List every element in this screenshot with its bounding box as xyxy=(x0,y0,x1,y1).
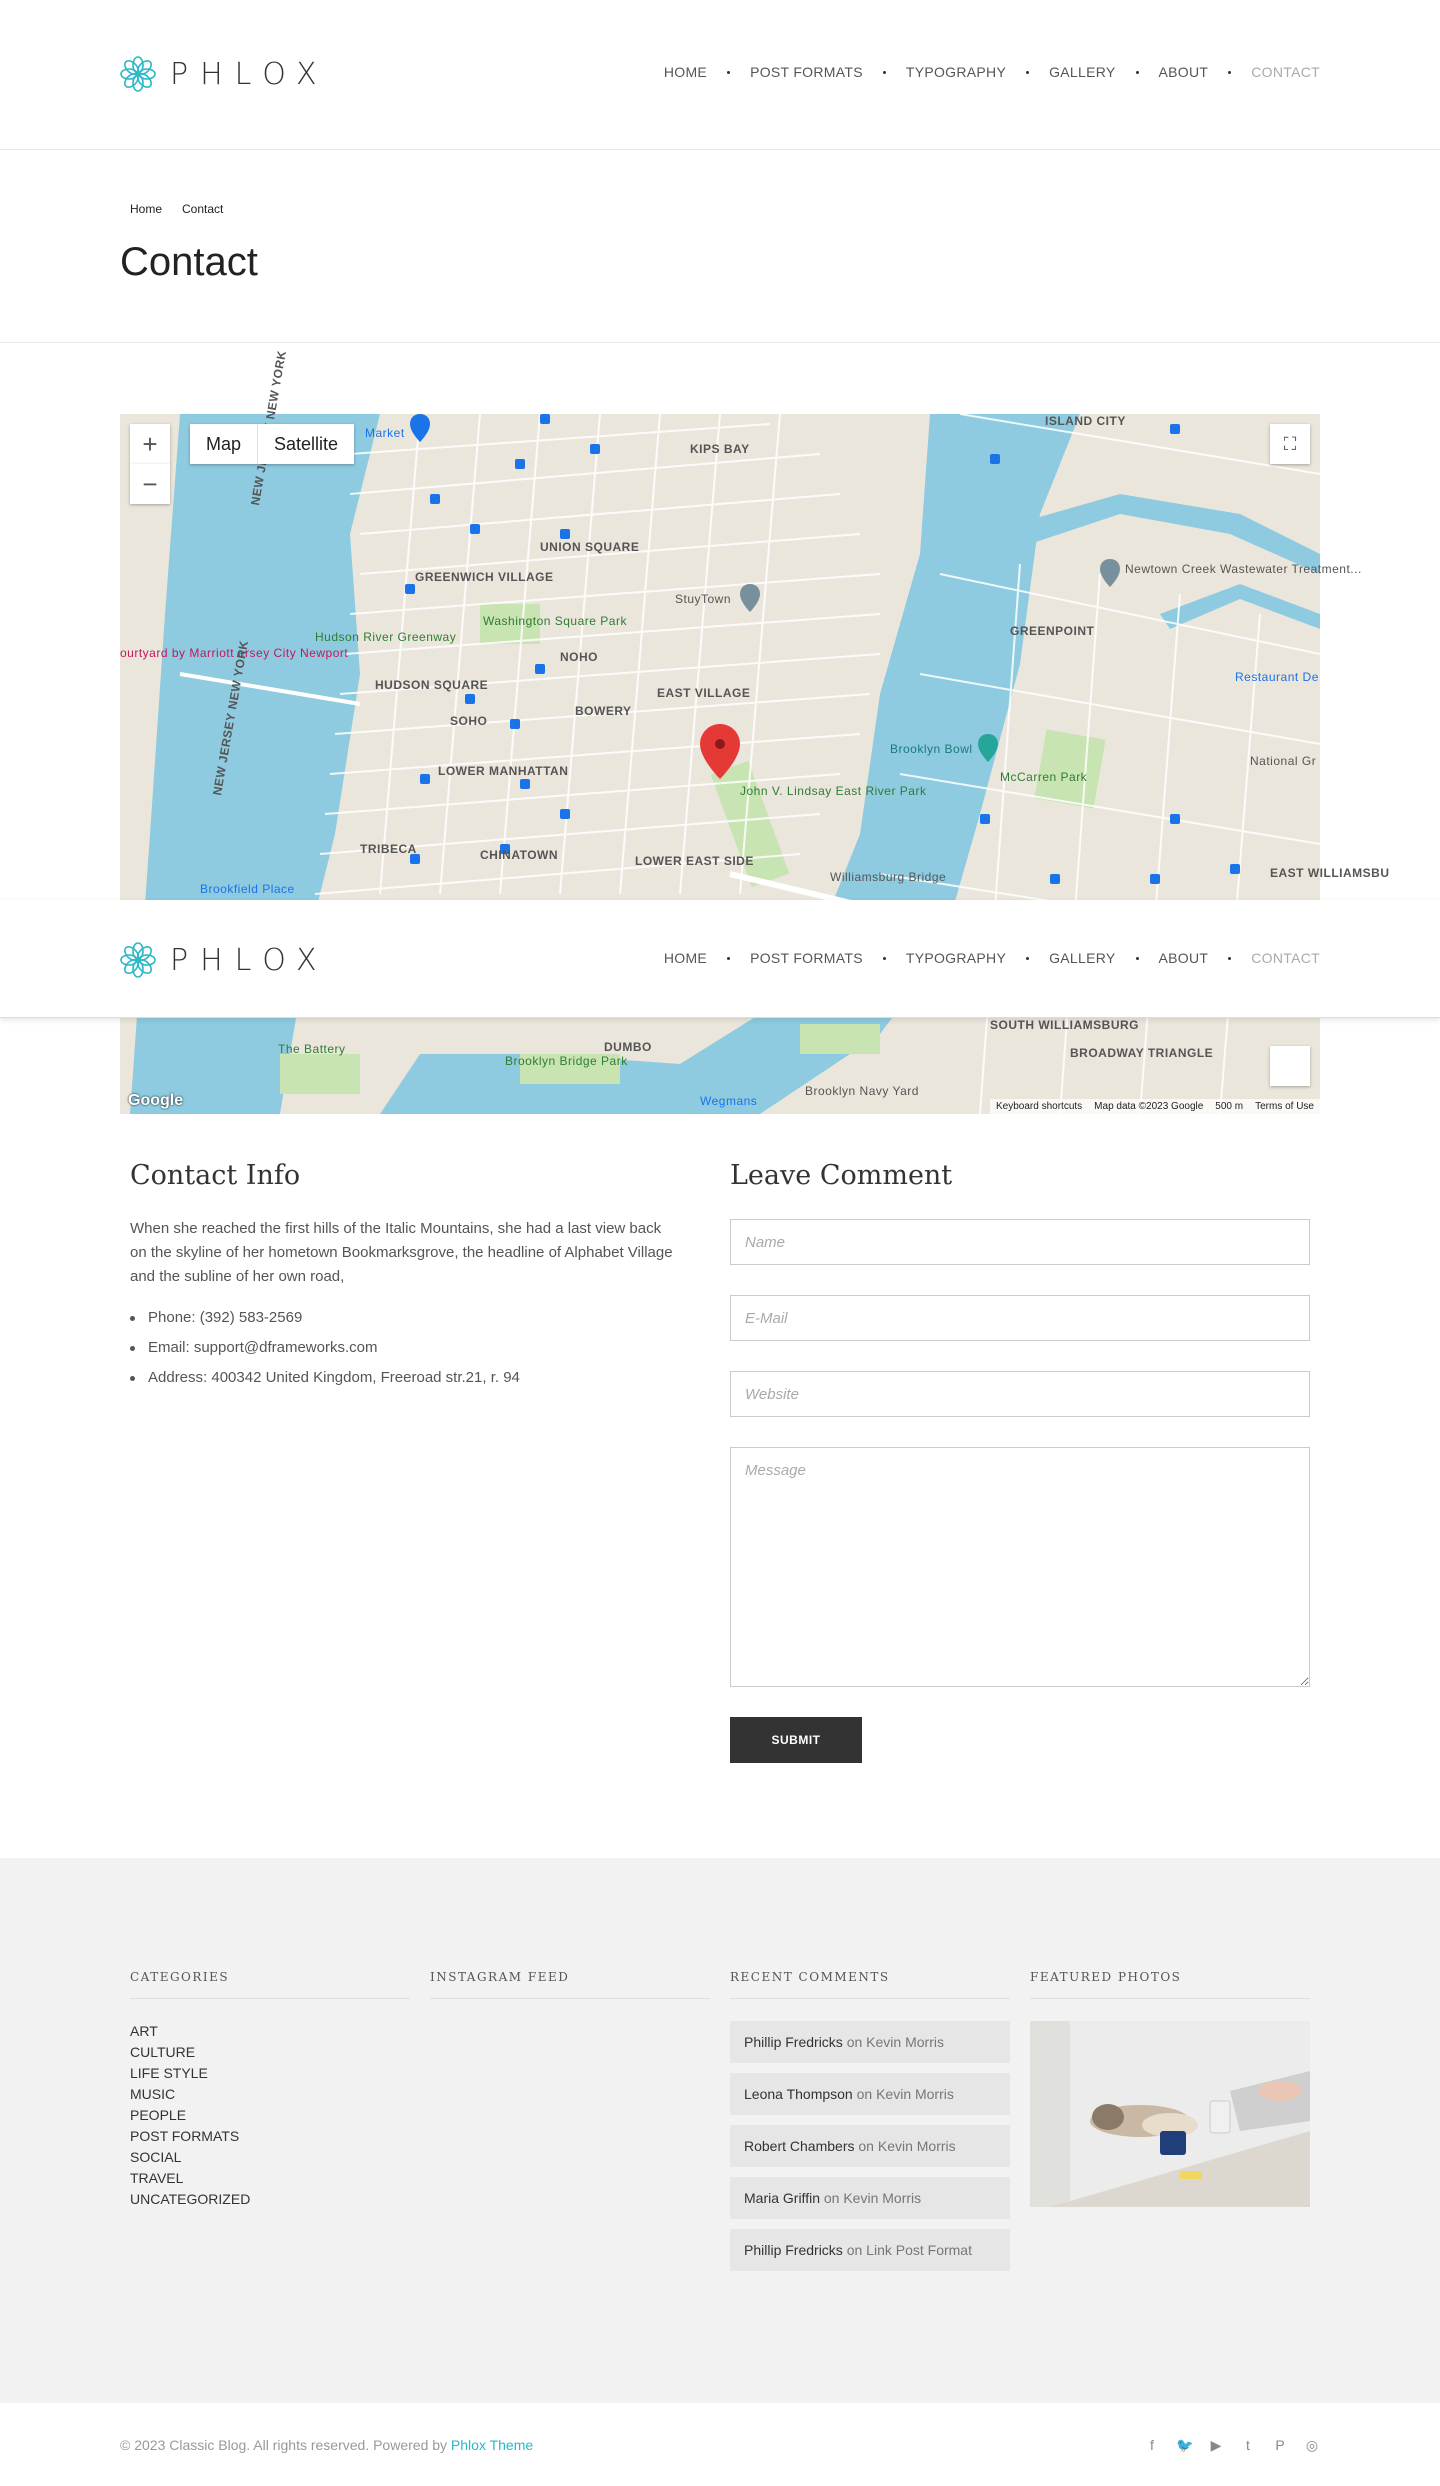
facebook-icon[interactable]: f xyxy=(1150,2437,1154,2453)
nav-about[interactable]: ABOUT xyxy=(1158,950,1209,966)
contact-description: When she reached the first hills of the Italic Mountains, she had a last view back on the skyline of her hometown Bookmarksgrove, the headline of Alphabet Village and the subline of her own road, xyxy=(130,1220,673,1285)
category-link[interactable]: MUSIC xyxy=(130,2086,176,2102)
copyright-bar xyxy=(0,2403,1440,2486)
nav-separator xyxy=(1228,71,1231,74)
name-input[interactable] xyxy=(730,1219,1310,1265)
map-label: ISLAND CITY xyxy=(1045,414,1126,428)
recent-comment-item xyxy=(730,2021,1010,2063)
logo-flower-icon xyxy=(120,942,156,978)
map-scale[interactable]: 500 m xyxy=(1215,1101,1244,1112)
map-label: CHINATOWN xyxy=(480,848,559,862)
map-type-control xyxy=(190,424,354,464)
youtube-icon[interactable]: ▶ xyxy=(1210,2437,1222,2453)
nav-about[interactable]: ABOUT xyxy=(1158,64,1209,80)
page-title: Contact xyxy=(120,240,258,284)
nav-separator xyxy=(1026,71,1029,74)
map-pegman-button[interactable] xyxy=(1270,1046,1310,1086)
nav-home[interactable]: HOME xyxy=(663,950,708,966)
map-label: Restaurant De xyxy=(1235,670,1319,684)
contact-info-section xyxy=(130,1160,680,1393)
comment-author-link[interactable]: Maria Griffin xyxy=(744,2190,820,2206)
map-label: TRIBECA xyxy=(360,842,417,856)
instagram-widget xyxy=(430,1970,710,1999)
map-label: Brooklyn Navy Yard xyxy=(805,1084,919,1098)
categories-widget xyxy=(130,1970,410,2210)
comment-author-link[interactable]: Leona Thompson xyxy=(744,2086,853,2102)
nav-separator xyxy=(1026,957,1029,960)
map-label: The Battery xyxy=(278,1042,346,1056)
map-type-map-button[interactable]: Map xyxy=(206,434,242,454)
nav-typography[interactable]: TYPOGRAPHY xyxy=(905,950,1007,966)
map-label: Williamsburg Bridge xyxy=(830,870,947,884)
map-label: McCarren Park xyxy=(1000,770,1088,784)
recent-comments-title: RECENT COMMENTS xyxy=(730,1970,1010,1999)
map-label: StuyTown xyxy=(675,592,732,606)
comment-connector: on xyxy=(858,2138,874,2154)
map-label: GREENPOINT xyxy=(1010,624,1095,638)
recent-comment-item xyxy=(730,2073,1010,2115)
nav-separator xyxy=(727,71,730,74)
map-label: Brooklyn Bridge Park xyxy=(505,1054,628,1068)
website-input[interactable] xyxy=(730,1371,1310,1417)
map-zoom-in-button[interactable]: + xyxy=(130,424,170,464)
nav-post-formats[interactable]: POST FORMATS xyxy=(750,64,863,80)
comment-author-link[interactable]: Robert Chambers xyxy=(744,2138,855,2154)
copyright-label: © 2023 Classic Blog. All rights reserved. Powered by xyxy=(120,2437,448,2453)
social-links xyxy=(1144,2437,1320,2454)
nav-separator xyxy=(883,957,886,960)
map-label: BROADWAY TRIANGLE xyxy=(1070,1046,1214,1060)
map-label: DUMBO xyxy=(604,1040,652,1054)
recent-comment-item xyxy=(730,2229,1010,2271)
logo-text: PHLOX xyxy=(170,56,329,92)
category-link[interactable]: POST FORMATS xyxy=(130,2128,240,2144)
map-attribution xyxy=(990,1099,1320,1114)
map-type-satellite-button[interactable]: Satellite xyxy=(274,434,339,454)
category-link[interactable]: SOCIAL xyxy=(130,2149,182,2165)
map-label: UNION SQUARE xyxy=(540,540,640,554)
category-link[interactable]: LIFE STYLE xyxy=(130,2065,208,2081)
map-label: ourtyard by Marriott ersey City Newport xyxy=(120,646,349,660)
email-input[interactable] xyxy=(730,1295,1310,1341)
nav-typography[interactable]: TYPOGRAPHY xyxy=(905,64,1007,80)
nav-post-formats[interactable]: POST FORMATS xyxy=(750,950,863,966)
map-label: GREENWICH VILLAGE xyxy=(415,570,554,584)
map-label: KIPS BAY xyxy=(690,442,750,456)
map-label: EAST VILLAGE xyxy=(657,686,751,700)
map-label: EAST WILLIAMSBU xyxy=(1270,866,1390,880)
sticky-logo[interactable] xyxy=(120,942,329,978)
nav-contact[interactable]: CONTACT xyxy=(1251,64,1320,80)
map-keyboard-shortcuts-link[interactable]: Keyboard shortcuts xyxy=(996,1101,1083,1112)
category-link[interactable]: TRAVEL xyxy=(130,2170,184,2186)
map-label: SOHO xyxy=(450,714,488,728)
contact-email: Email: support@dframeworks.com xyxy=(130,1333,680,1363)
map-label: Newtown Creek Wastewater Treatment... xyxy=(1125,562,1362,576)
nav-gallery[interactable]: GALLERY xyxy=(1049,950,1116,966)
map-label: Brooklyn Bowl xyxy=(890,742,973,756)
map-zoom-out-button[interactable]: − xyxy=(130,464,170,504)
map-label: National Gr xyxy=(1250,754,1317,768)
instagram-icon[interactable]: ◎ xyxy=(1305,2437,1319,2453)
comment-post-link[interactable]: Kevin Morris xyxy=(843,2190,922,2206)
contact-address: Address: 400342 United Kingdom, Freeroad str.21, r. 94 xyxy=(130,1363,680,1393)
recent-comments-list xyxy=(730,2021,1010,2271)
comment-connector: on xyxy=(846,2242,863,2258)
tumblr-icon[interactable]: t xyxy=(1246,2437,1250,2453)
contact-phone: Phone: (392) 583-2569 xyxy=(130,1303,680,1333)
message-textarea[interactable] xyxy=(730,1447,1310,1687)
featured-photo[interactable] xyxy=(1030,2021,1310,2207)
breadcrumb-current: Contact xyxy=(182,202,224,216)
featured-photo-image xyxy=(1030,2021,1310,2207)
nav-home[interactable]: HOME xyxy=(663,64,708,80)
comment-post-link[interactable]: Kevin Morris xyxy=(866,2034,944,2050)
theme-link[interactable]: Phlox Theme xyxy=(450,2437,534,2453)
category-link[interactable]: CULTURE xyxy=(130,2044,196,2060)
comment-connector: on xyxy=(856,2086,873,2102)
submit-button[interactable]: SUBMIT xyxy=(730,1717,862,1763)
nav-separator xyxy=(1136,71,1139,74)
nav-separator xyxy=(883,71,886,74)
category-link[interactable]: PEOPLE xyxy=(130,2107,187,2123)
map-label: LOWER MANHATTAN xyxy=(438,764,569,778)
comment-form-title: Leave Comment xyxy=(730,1160,953,1191)
map-label: LOWER EAST SIDE xyxy=(635,854,754,868)
map-label: HUDSON SQUARE xyxy=(375,678,489,692)
comment-form-section xyxy=(730,1160,1310,1763)
comment-author-link[interactable]: Phillip Fredricks xyxy=(744,2242,843,2258)
map-label: BOWERY xyxy=(575,704,632,718)
sticky-header xyxy=(0,900,1440,1018)
google-logo: Google xyxy=(128,1092,184,1109)
featured-photos-title: FEATURED PHOTOS xyxy=(1030,1970,1310,1999)
map-label: NEW JERSEY NEW YORK xyxy=(210,639,252,797)
recent-comment-item xyxy=(730,2125,1010,2167)
main-nav xyxy=(664,64,1320,80)
nav-separator xyxy=(1228,957,1231,960)
recent-comment-item xyxy=(730,2177,1010,2219)
nav-separator xyxy=(727,957,730,960)
nav-separator xyxy=(1136,957,1139,960)
footer-widgets xyxy=(0,1858,1440,2403)
comment-post-link[interactable]: Link Post Format xyxy=(866,2242,972,2258)
nav-gallery[interactable]: GALLERY xyxy=(1049,64,1116,80)
map-label: Wegmans xyxy=(700,1094,758,1108)
categories-list xyxy=(130,2021,410,2210)
comment-connector: on xyxy=(846,2034,863,2050)
map-label: SOUTH WILLIAMSBURG xyxy=(990,1018,1139,1032)
breadcrumb-home[interactable]: Home xyxy=(130,202,163,216)
map-terms-link[interactable]: Terms of Use xyxy=(1255,1101,1314,1112)
featured-photos-widget xyxy=(1030,1970,1310,2207)
instagram-title: INSTAGRAM FEED xyxy=(430,1970,710,1999)
recent-comments-widget xyxy=(730,1970,1010,2281)
site-header xyxy=(0,0,1440,150)
comment-post-link[interactable]: Kevin Morris xyxy=(876,2086,954,2102)
pinterest-icon[interactable]: P xyxy=(1275,2437,1285,2453)
contact-list xyxy=(130,1303,680,1393)
map-label: NOHO xyxy=(560,650,598,664)
map-label: Washington Square Park xyxy=(483,614,627,628)
sticky-nav xyxy=(664,950,1320,966)
copyright-text xyxy=(120,2437,533,2453)
map-fullscreen-icon[interactable]: ⛶ xyxy=(1270,424,1310,464)
map-data-text: Map data ©2023 Google xyxy=(1094,1101,1204,1112)
comment-post-link[interactable]: Kevin Morris xyxy=(877,2138,956,2154)
twitter-icon[interactable]: 🐦 xyxy=(1176,2437,1194,2453)
nav-contact[interactable]: CONTACT xyxy=(1251,950,1320,966)
breadcrumb xyxy=(130,202,243,216)
map-label: Brookfield Place xyxy=(200,882,295,896)
logo-text: PHLOX xyxy=(170,942,329,978)
map-label: Market xyxy=(365,426,405,440)
logo-flower-icon xyxy=(120,56,156,92)
site-logo[interactable] xyxy=(120,56,329,92)
contact-info-title: Contact Info xyxy=(130,1160,301,1191)
comment-connector: on xyxy=(823,2190,840,2206)
category-link[interactable]: ART xyxy=(130,2023,158,2039)
categories-title: CATEGORIES xyxy=(130,1970,410,1999)
comment-author-link[interactable]: Phillip Fredricks xyxy=(744,2034,843,2050)
map-label: Hudson River Greenway xyxy=(315,630,457,644)
map-label: John V. Lindsay East River Park xyxy=(740,784,927,798)
title-divider xyxy=(0,342,1440,343)
category-link[interactable]: UNCATEGORIZED xyxy=(130,2191,251,2207)
